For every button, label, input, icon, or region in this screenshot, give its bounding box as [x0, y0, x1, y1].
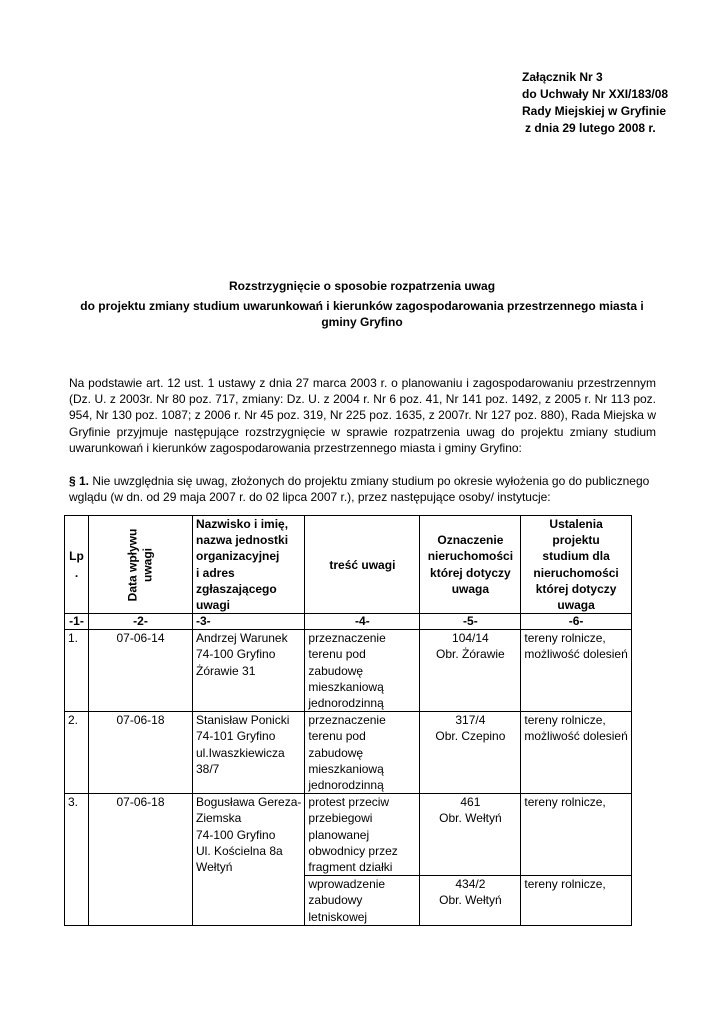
header-findings-line: Ustalenia projektu [549, 517, 603, 548]
row-name-line: Żórawie 31 [196, 663, 256, 678]
row-property [420, 630, 521, 712]
row-findings [521, 794, 631, 876]
row-property-line: 434/2 [455, 877, 486, 892]
row-name [193, 794, 305, 926]
row-name-line: Stanisław Ponicki [196, 713, 290, 728]
row-content-line: terenu pod [308, 647, 366, 662]
header-name-line: zgłaszającego [196, 581, 277, 596]
header-property-line: uwaga [451, 581, 490, 596]
row-findings [521, 876, 631, 926]
header-property-line: nieruchomości [427, 549, 514, 564]
column-number: -5- [420, 614, 521, 630]
section-1-label: § 1. [69, 474, 90, 488]
row-content-line: protest przeciw [308, 795, 390, 810]
column-number: -6- [521, 614, 631, 630]
row-content-line: terenu pod [308, 729, 366, 744]
header-name-line: i adres [196, 565, 235, 580]
header-findings-line: uwaga [557, 598, 595, 613]
header-name-line: nazwa jednostki [196, 533, 289, 548]
column-number: -4- [305, 614, 420, 630]
row-lp: 1. [65, 630, 89, 712]
document-subtitle: do projektu zmiany studium uwarunkowań i kierunków zagospodarowania przestrzennego miasta i gminy Gryfino [80, 299, 644, 329]
row-content-line: przebiegowi [308, 811, 373, 826]
row-lp: 3. [65, 794, 89, 926]
attachment-number: Załącznik Nr 3 [522, 70, 603, 84]
row-content-line: letniskowej [308, 909, 368, 924]
row-name-line: Ziemska [196, 811, 242, 826]
header-findings [521, 516, 631, 614]
row-name-line: 74-101 Gryfino [196, 729, 276, 744]
row-content-line: fragment działki [308, 860, 393, 875]
row-content-line: jednorodzinną [308, 696, 384, 711]
column-number-row [65, 614, 632, 630]
row-content-line: zabudowy [308, 893, 363, 908]
header-findings-line: której dotyczy [535, 581, 617, 596]
header-date [89, 516, 193, 614]
row-content-line: wprowadzenie [308, 877, 386, 892]
row-content-line: obwodnicy przez [308, 843, 398, 858]
row-property-line: Obr. Wełtyń [439, 893, 502, 908]
row-name-line: Wełtyń [196, 860, 233, 875]
header-date-rotated [126, 528, 156, 601]
row-content [305, 794, 420, 876]
row-content-line: mieszkaniową [308, 761, 384, 776]
row-name-line: Bogusława Gereza- [196, 795, 302, 810]
row-property-line: 317/4 [455, 713, 486, 728]
resolution-number: do Uchwały Nr XXI/183/08 [522, 87, 669, 101]
header-property-line: Oznaczenie [437, 533, 504, 548]
row-property-line: 104/14 [452, 631, 489, 646]
header-property [420, 516, 521, 614]
row-name-line: Andrzej Warunek [196, 631, 288, 646]
header-name-line: organizacyjnej [196, 549, 280, 564]
attachment-header [522, 69, 668, 137]
row-date: 07-06-14 [89, 630, 193, 712]
header-property-line: której dotyczy [430, 565, 511, 580]
table-row [65, 794, 632, 876]
row-property [420, 712, 521, 794]
row-findings-line: tereny rolnicze, [524, 877, 606, 892]
row-property-line: Obr. Wełtyń [439, 811, 502, 826]
header-lp-line: Lp [69, 549, 84, 564]
header-name [193, 516, 305, 614]
row-content [305, 712, 420, 794]
row-content-line: zabudowę [308, 663, 364, 678]
header-lp-line: . [74, 565, 79, 580]
row-property [420, 794, 521, 876]
document-title: Rozstrzygnięcie o sposobie rozpatrzenia uwag [228, 279, 496, 293]
row-content-line: przeznaczenie [308, 713, 386, 728]
row-content-line: zabudowę [308, 745, 364, 760]
table-row [65, 630, 632, 712]
row-content-line: planowanej [308, 827, 370, 842]
row-date: 07-06-18 [89, 712, 193, 794]
row-name [193, 712, 305, 794]
header-content-line: treść uwagi [329, 557, 396, 572]
column-number: -3- [193, 614, 305, 630]
row-name-line: 74-100 Gryfino [196, 647, 276, 662]
council-name: Rady Miejskiej w Gryfinie [522, 104, 667, 118]
header-name-line: Nazwisko i imię, [196, 517, 289, 531]
row-content [305, 876, 420, 926]
header-content [305, 516, 420, 614]
row-findings [521, 712, 631, 794]
row-lp: 2. [65, 712, 89, 794]
row-content-line: mieszkaniową [308, 679, 384, 694]
row-content-line: jednorodzinną [308, 778, 384, 793]
column-number: -2- [89, 614, 193, 630]
table-row [65, 712, 632, 794]
resolution-date: z dnia 29 lutego 2008 r. [525, 121, 656, 135]
row-property-line: 461 [460, 795, 481, 810]
header-date-line: Data wpływu [125, 528, 140, 601]
row-findings-line: tereny rolnicze, [524, 713, 606, 728]
header-date-line: uwagi [140, 547, 155, 582]
row-name-line: 38/7 [196, 761, 220, 776]
header-findings-line: nieruchomości [533, 565, 619, 580]
row-property-line: Obr. Żórawie [436, 647, 505, 662]
objections-table [64, 515, 632, 926]
row-name-line: 74-100 Gryfino [196, 827, 276, 842]
section-1-text: Nie uwzględnia się uwag, złożonych do projektu zmiany studium po okresie wyłożenia go do publicznego wglądu (w dn. od 29 maja 2007 r. do 02 lipca 2007 r.), przez następujące osoby/ instytucje: [69, 474, 650, 505]
row-name [193, 630, 305, 712]
row-findings [521, 630, 631, 712]
row-findings-line: tereny rolnicze, [524, 631, 606, 646]
row-content [305, 630, 420, 712]
table-header-row [65, 516, 632, 614]
row-findings-line: możliwość dolesień [524, 729, 628, 744]
header-findings-line: studium dla [542, 549, 610, 564]
column-number: -1- [65, 614, 89, 630]
row-date: 07-06-18 [89, 794, 193, 926]
intro-paragraph: Na podstawie art. 12 ust. 1 ustawy z dnia 27 marca 2003 r. o planowaniu i zagospodarowaniu przestrzennym (Dz. U. z 2003r. Nr 80 poz. 717, zmiany: Dz. U. z 2004 r. Nr 6 poz. 41, Nr 141 poz. 1492, z 2005 r. Nr 113 poz. 954, Nr 130 poz. 1087; z 2006 r. Nr 45 poz. 319, Nr 225 poz. 1635, z 2007r. Nr 127 poz. 880), Rada Miejska w Gryfinie przyjmuje następujące rozstrzygnięcie w sprawie rozpatrzenia uwag do projektu zmiany studium uwarunkowań i kierunków zagospodarowania przestrzennego miasta i gminy Gryfino: [69, 376, 656, 455]
section-1-paragraph [69, 473, 656, 505]
row-name-line: Ul. Kościelna 8a [196, 843, 283, 858]
row-property [420, 876, 521, 926]
row-findings-line: możliwość dolesień [524, 647, 628, 662]
header-lp [65, 516, 89, 614]
row-findings-line: tereny rolnicze, [524, 795, 606, 810]
row-name-line: ul.Iwaszkiewicza [196, 745, 285, 760]
row-property-line: Obr. Czepino [435, 729, 506, 744]
header-name-line: uwagi [196, 598, 231, 613]
row-content-line: przeznaczenie [308, 631, 386, 646]
